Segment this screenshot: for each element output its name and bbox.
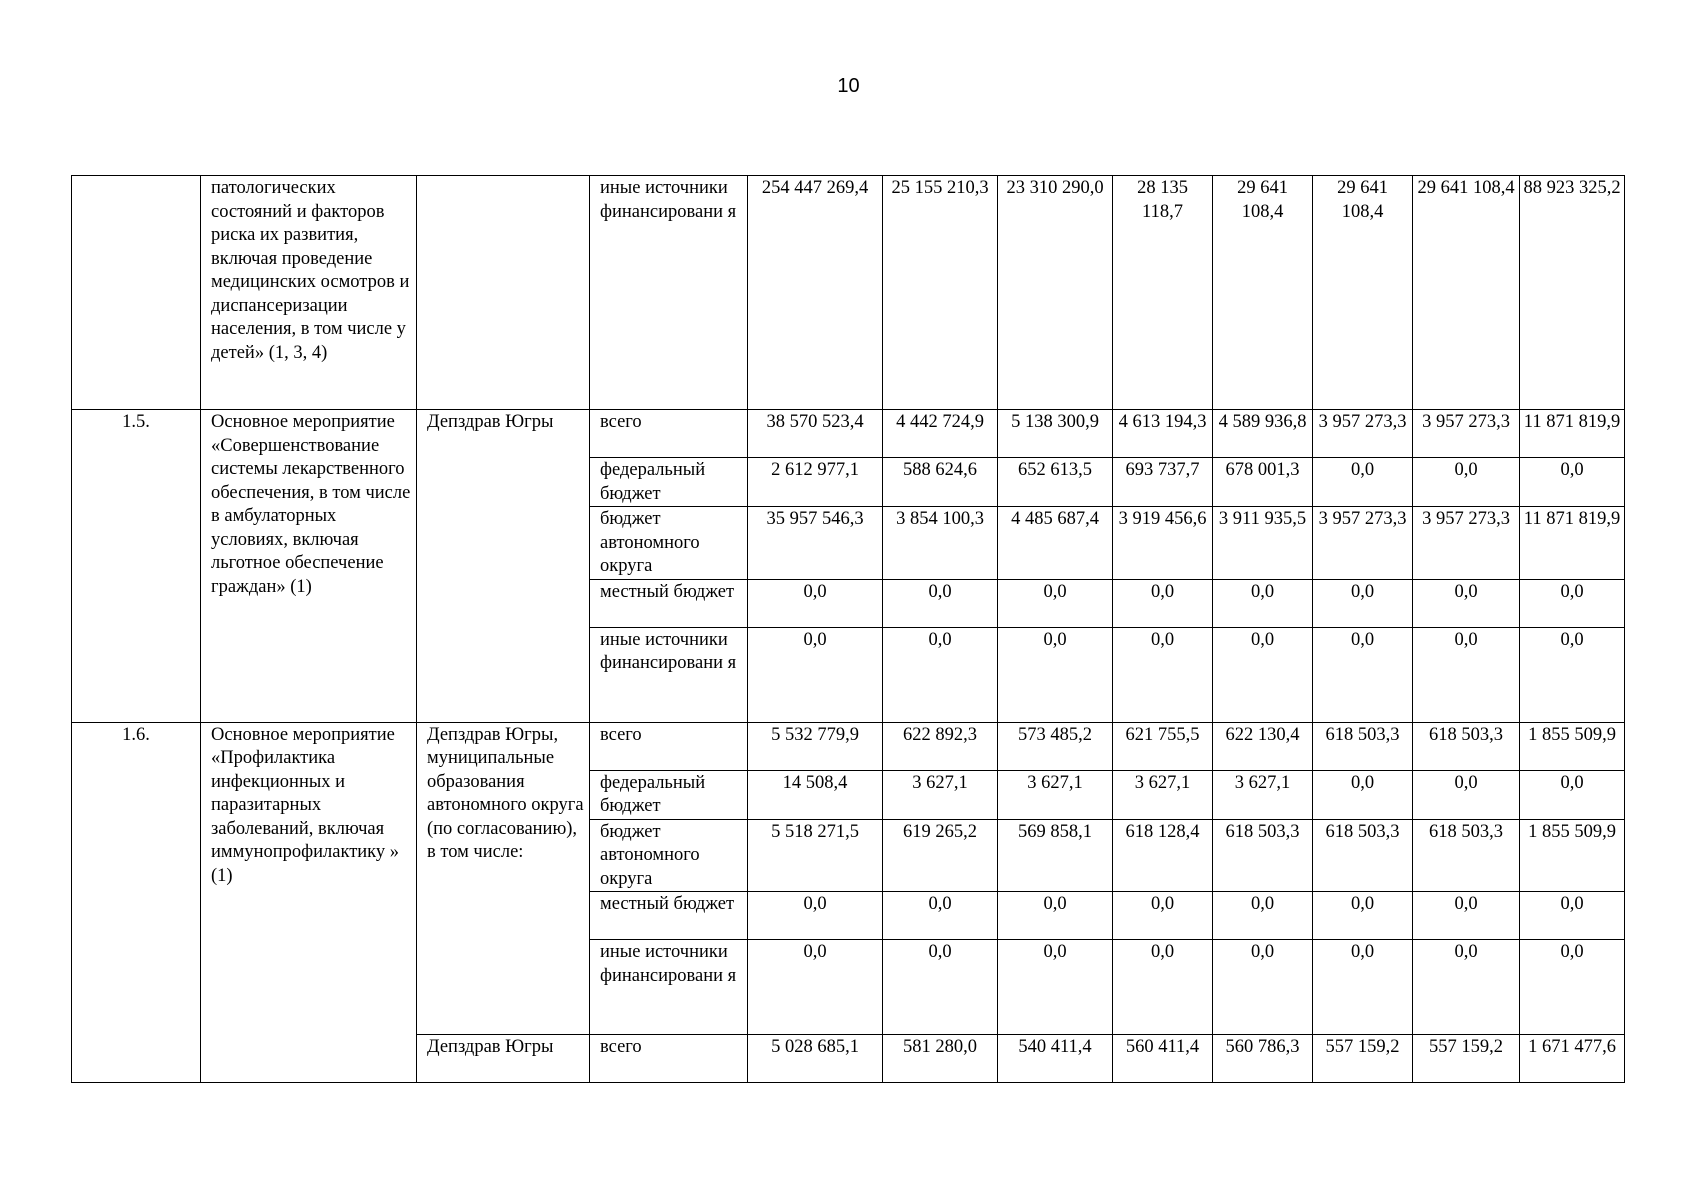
value-cell: 3 627,1 xyxy=(1213,770,1313,819)
value-cell: 0,0 xyxy=(883,940,998,1035)
value-cell: 0,0 xyxy=(1313,579,1413,627)
value-cell: 38 570 523,4 xyxy=(748,410,883,458)
value-cell: 14 508,4 xyxy=(748,770,883,819)
value-cell: 3 957 273,3 xyxy=(1313,410,1413,458)
value-cell: 0,0 xyxy=(1113,579,1213,627)
value-cell: 0,0 xyxy=(1413,892,1520,940)
row-number xyxy=(72,176,201,410)
table-row xyxy=(72,722,1625,770)
value-cell: 0,0 xyxy=(1413,940,1520,1035)
value-cell: 0,0 xyxy=(1313,627,1413,722)
value-cell: 0,0 xyxy=(748,627,883,722)
value-cell: 0,0 xyxy=(748,579,883,627)
value-cell: 0,0 xyxy=(1520,627,1625,722)
value-cell: 0,0 xyxy=(1313,940,1413,1035)
value-cell: 621 755,5 xyxy=(1113,722,1213,770)
value-cell: 0,0 xyxy=(998,627,1113,722)
value-cell: 0,0 xyxy=(1520,579,1625,627)
value-cell: 581 280,0 xyxy=(883,1035,998,1083)
value-cell: 588 624,6 xyxy=(883,458,998,507)
funding-source: местный бюджет xyxy=(590,892,748,940)
value-cell: 618 503,3 xyxy=(1313,819,1413,892)
value-cell: 560 786,3 xyxy=(1213,1035,1313,1083)
executor-cell xyxy=(417,176,590,410)
funding-source: всего xyxy=(590,1035,748,1083)
value-cell: 0,0 xyxy=(998,892,1113,940)
value-cell: 0,0 xyxy=(998,579,1113,627)
value-cell: 3 919 456,6 xyxy=(1113,507,1213,580)
funding-source: федеральный бюджет xyxy=(590,458,748,507)
executor-cell: Депздрав Югры xyxy=(417,1035,590,1083)
value-cell: 25 155 210,3 xyxy=(883,176,998,410)
value-cell: 0,0 xyxy=(1413,458,1520,507)
executor-cell: Депздрав Югры xyxy=(417,410,590,723)
table-row xyxy=(72,410,1625,458)
value-cell: 29 641 108,4 xyxy=(1213,176,1313,410)
value-cell: 0,0 xyxy=(1213,579,1313,627)
value-cell: 0,0 xyxy=(1213,940,1313,1035)
row-number: 1.6. xyxy=(72,722,201,1083)
value-cell: 1 855 509,9 xyxy=(1520,722,1625,770)
value-cell: 618 128,4 xyxy=(1113,819,1213,892)
executor-cell: Депздрав Югры, муниципальные образования автономного округа (по согласованию), в том числе: xyxy=(417,722,590,1035)
value-cell: 11 871 819,9 xyxy=(1520,507,1625,580)
value-cell: 4 589 936,8 xyxy=(1213,410,1313,458)
page-number: 10 xyxy=(837,75,860,97)
value-cell: 28 135 118,7 xyxy=(1113,176,1213,410)
activity-title: Основное мероприятие «Профилактика инфекционных и паразитарных заболеваний, включая иммунопрофилактику » (1) xyxy=(201,722,417,1083)
value-cell: 3 957 273,3 xyxy=(1313,507,1413,580)
value-cell: 23 310 290,0 xyxy=(998,176,1113,410)
value-cell: 0,0 xyxy=(998,940,1113,1035)
funding-source: иные источники финансировани я xyxy=(590,940,748,1035)
value-cell: 618 503,3 xyxy=(1313,722,1413,770)
value-cell: 4 613 194,3 xyxy=(1113,410,1213,458)
funding-source: всего xyxy=(590,722,748,770)
value-cell: 618 503,3 xyxy=(1413,722,1520,770)
value-cell: 5 532 779,9 xyxy=(748,722,883,770)
value-cell: 3 957 273,3 xyxy=(1413,410,1520,458)
funding-source: бюджет автономного округа xyxy=(590,819,748,892)
value-cell: 5 138 300,9 xyxy=(998,410,1113,458)
table-row xyxy=(72,176,1625,410)
funding-source: федеральный бюджет xyxy=(590,770,748,819)
financing-table xyxy=(71,175,1625,1083)
value-cell: 3 957 273,3 xyxy=(1413,507,1520,580)
activity-title: патологических состояний и факторов риска их развития, включая проведение медицинских осмотров и диспансеризации населения, в том числе у детей» (1, 3, 4) xyxy=(201,176,417,410)
value-cell: 3 911 935,5 xyxy=(1213,507,1313,580)
value-cell: 622 130,4 xyxy=(1213,722,1313,770)
value-cell: 3 854 100,3 xyxy=(883,507,998,580)
value-cell: 0,0 xyxy=(1313,458,1413,507)
value-cell: 652 613,5 xyxy=(998,458,1113,507)
value-cell: 0,0 xyxy=(1113,627,1213,722)
value-cell: 0,0 xyxy=(1213,627,1313,722)
value-cell: 5 518 271,5 xyxy=(748,819,883,892)
value-cell: 0,0 xyxy=(748,940,883,1035)
value-cell: 88 923 325,2 xyxy=(1520,176,1625,410)
value-cell: 0,0 xyxy=(1413,627,1520,722)
value-cell: 29 641 108,4 xyxy=(1413,176,1520,410)
value-cell: 29 641 108,4 xyxy=(1313,176,1413,410)
value-cell: 0,0 xyxy=(1413,770,1520,819)
value-cell: 3 627,1 xyxy=(883,770,998,819)
funding-source: местный бюджет xyxy=(590,579,748,627)
value-cell: 0,0 xyxy=(1313,892,1413,940)
funding-source: всего xyxy=(590,410,748,458)
value-cell: 693 737,7 xyxy=(1113,458,1213,507)
value-cell: 5 028 685,1 xyxy=(748,1035,883,1083)
value-cell: 11 871 819,9 xyxy=(1520,410,1625,458)
activity-title: Основное мероприятие «Совершенствование системы лекарственного обеспечения, в том числе в амбулаторных условиях, включая льготное обеспечение граждан» (1) xyxy=(201,410,417,723)
row-number: 1.5. xyxy=(72,410,201,723)
value-cell: 4 485 687,4 xyxy=(998,507,1113,580)
funding-source: иные источники финансировани я xyxy=(590,627,748,722)
value-cell: 540 411,4 xyxy=(998,1035,1113,1083)
value-cell: 622 892,3 xyxy=(883,722,998,770)
value-cell: 0,0 xyxy=(1520,940,1625,1035)
value-cell: 557 159,2 xyxy=(1413,1035,1520,1083)
value-cell: 678 001,3 xyxy=(1213,458,1313,507)
value-cell: 619 265,2 xyxy=(883,819,998,892)
value-cell: 0,0 xyxy=(883,579,998,627)
value-cell: 569 858,1 xyxy=(998,819,1113,892)
value-cell: 557 159,2 xyxy=(1313,1035,1413,1083)
value-cell: 1 671 477,6 xyxy=(1520,1035,1625,1083)
value-cell: 0,0 xyxy=(1113,940,1213,1035)
value-cell: 254 447 269,4 xyxy=(748,176,883,410)
value-cell: 0,0 xyxy=(1413,579,1520,627)
value-cell: 35 957 546,3 xyxy=(748,507,883,580)
value-cell: 618 503,3 xyxy=(1413,819,1520,892)
value-cell: 0,0 xyxy=(1313,770,1413,819)
value-cell: 2 612 977,1 xyxy=(748,458,883,507)
value-cell: 1 855 509,9 xyxy=(1520,819,1625,892)
value-cell: 3 627,1 xyxy=(1113,770,1213,819)
value-cell: 0,0 xyxy=(1213,892,1313,940)
value-cell: 0,0 xyxy=(1520,770,1625,819)
value-cell: 0,0 xyxy=(1113,892,1213,940)
value-cell: 0,0 xyxy=(883,892,998,940)
funding-source: иные источники финансировани я xyxy=(590,176,748,410)
value-cell: 0,0 xyxy=(883,627,998,722)
value-cell: 618 503,3 xyxy=(1213,819,1313,892)
value-cell: 0,0 xyxy=(1520,458,1625,507)
value-cell: 4 442 724,9 xyxy=(883,410,998,458)
value-cell: 573 485,2 xyxy=(998,722,1113,770)
value-cell: 0,0 xyxy=(748,892,883,940)
value-cell: 560 411,4 xyxy=(1113,1035,1213,1083)
value-cell: 0,0 xyxy=(1520,892,1625,940)
funding-source: бюджет автономного округа xyxy=(590,507,748,580)
value-cell: 3 627,1 xyxy=(998,770,1113,819)
